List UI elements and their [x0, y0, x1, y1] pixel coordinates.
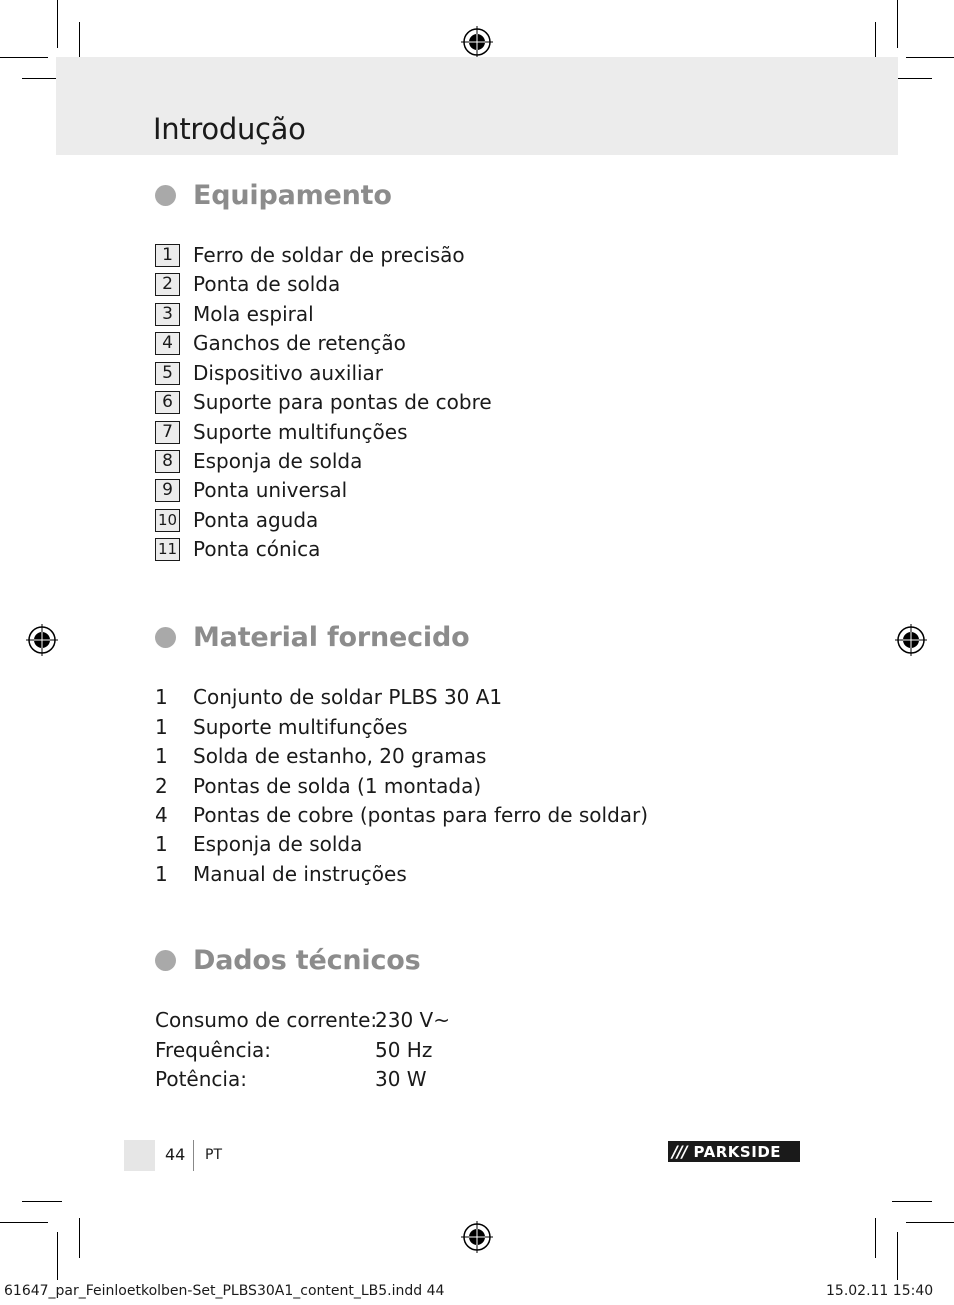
crop-mark — [892, 78, 932, 79]
list-item — [155, 242, 465, 268]
registration-mark-icon — [26, 624, 58, 656]
section-heading-supplied — [155, 622, 469, 653]
item-label: Esponja de solda — [193, 449, 363, 473]
registration-mark-icon — [461, 1221, 493, 1253]
brand-slashes: /// — [672, 1142, 687, 1161]
spec-value: 50 Hz — [375, 1038, 433, 1062]
brand-logo — [668, 1141, 800, 1162]
item-label: Ferro de soldar de precisão — [193, 243, 465, 267]
registration-mark-icon — [895, 624, 927, 656]
page-title: Introdução — [153, 112, 306, 146]
item-number: 3 — [155, 303, 180, 326]
item-number: 9 — [155, 479, 180, 502]
item-quantity: 1 — [155, 685, 168, 709]
language-code: PT — [205, 1147, 222, 1163]
item-label: Suporte multifunções — [193, 420, 408, 444]
list-item — [155, 419, 408, 445]
list-item — [155, 507, 319, 533]
section-heading-text: Dados técnicos — [193, 945, 421, 976]
item-number: 7 — [155, 421, 180, 444]
crop-mark — [875, 22, 876, 62]
spec-value: 30 W — [375, 1067, 427, 1091]
spec-key: Potência: — [155, 1067, 247, 1091]
item-number: 8 — [155, 450, 180, 473]
item-number: 2 — [155, 273, 180, 296]
crop-mark — [897, 0, 898, 48]
crop-mark — [0, 1222, 48, 1223]
section-heading-text: Equipamento — [193, 180, 392, 211]
spec-key: Frequência: — [155, 1038, 272, 1062]
crop-mark — [57, 0, 58, 48]
section-heading-text: Material fornecido — [193, 622, 470, 653]
item-label: Ganchos de retenção — [193, 331, 406, 355]
crop-mark — [906, 57, 954, 58]
item-label: Ponta cónica — [193, 537, 321, 561]
item-quantity: 2 — [155, 774, 168, 798]
item-label: Ponta aguda — [193, 508, 319, 532]
spec-key: Consumo de corrente: — [155, 1008, 378, 1032]
item-quantity: 1 — [155, 832, 168, 856]
list-item — [155, 448, 363, 474]
crop-mark — [79, 22, 80, 62]
item-quantity: 4 — [155, 803, 168, 827]
item-number: 4 — [155, 332, 180, 355]
item-quantity: 1 — [155, 715, 168, 739]
slug-date: 15.02.11 15:40 — [826, 1283, 934, 1299]
slug-filename: 61647_par_Feinloetkolben-Set_PLBS30A1_content_LB5.indd 44 — [4, 1283, 445, 1299]
crop-mark — [22, 1201, 62, 1202]
item-number: 6 — [155, 391, 180, 414]
crop-mark — [875, 1218, 876, 1258]
item-number: 11 — [155, 538, 180, 561]
item-quantity: 1 — [155, 744, 168, 768]
item-label: Mola espiral — [193, 302, 314, 326]
brand-name: PARKSIDE — [693, 1142, 782, 1161]
crop-mark — [892, 1201, 932, 1202]
list-item — [155, 330, 406, 356]
footer-divider — [193, 1140, 194, 1171]
item-label: Esponja de solda — [193, 832, 363, 856]
crop-mark — [0, 57, 48, 58]
registration-mark-icon — [461, 26, 493, 58]
crop-mark — [906, 1222, 954, 1223]
bullet-dot-icon — [155, 950, 176, 971]
item-number: 10 — [155, 509, 180, 532]
page-number: 44 — [165, 1145, 186, 1164]
crop-mark — [897, 1232, 898, 1280]
bullet-dot-icon — [155, 627, 176, 648]
item-label: Dispositivo auxiliar — [193, 361, 384, 385]
item-quantity: 1 — [155, 862, 168, 886]
list-item — [155, 271, 341, 297]
item-label: Ponta universal — [193, 478, 348, 502]
list-item — [155, 536, 321, 562]
item-label: Manual de instruções — [193, 862, 407, 886]
crop-mark — [79, 1218, 80, 1258]
item-label: Suporte multifunções — [193, 715, 408, 739]
page-number-box — [124, 1140, 155, 1171]
list-item — [155, 477, 348, 503]
item-label: Pontas de cobre (pontas para ferro de soldar) — [193, 803, 649, 827]
item-label: Suporte para pontas de cobre — [193, 390, 492, 414]
list-item — [155, 360, 384, 386]
item-number: 5 — [155, 362, 180, 385]
section-heading-equipment — [155, 180, 392, 211]
item-label: Conjunto de soldar PLBS 30 A1 — [193, 685, 503, 709]
item-label: Ponta de solda — [193, 272, 341, 296]
spec-value: 230 V~ — [375, 1008, 450, 1032]
bullet-dot-icon — [155, 185, 176, 206]
item-label: Solda de estanho, 20 gramas — [193, 744, 487, 768]
list-item — [155, 389, 492, 415]
item-number: 1 — [155, 244, 180, 267]
section-heading-technical — [155, 945, 421, 976]
list-item — [155, 301, 314, 327]
item-label: Pontas de solda (1 montada) — [193, 774, 482, 798]
crop-mark — [57, 1232, 58, 1280]
